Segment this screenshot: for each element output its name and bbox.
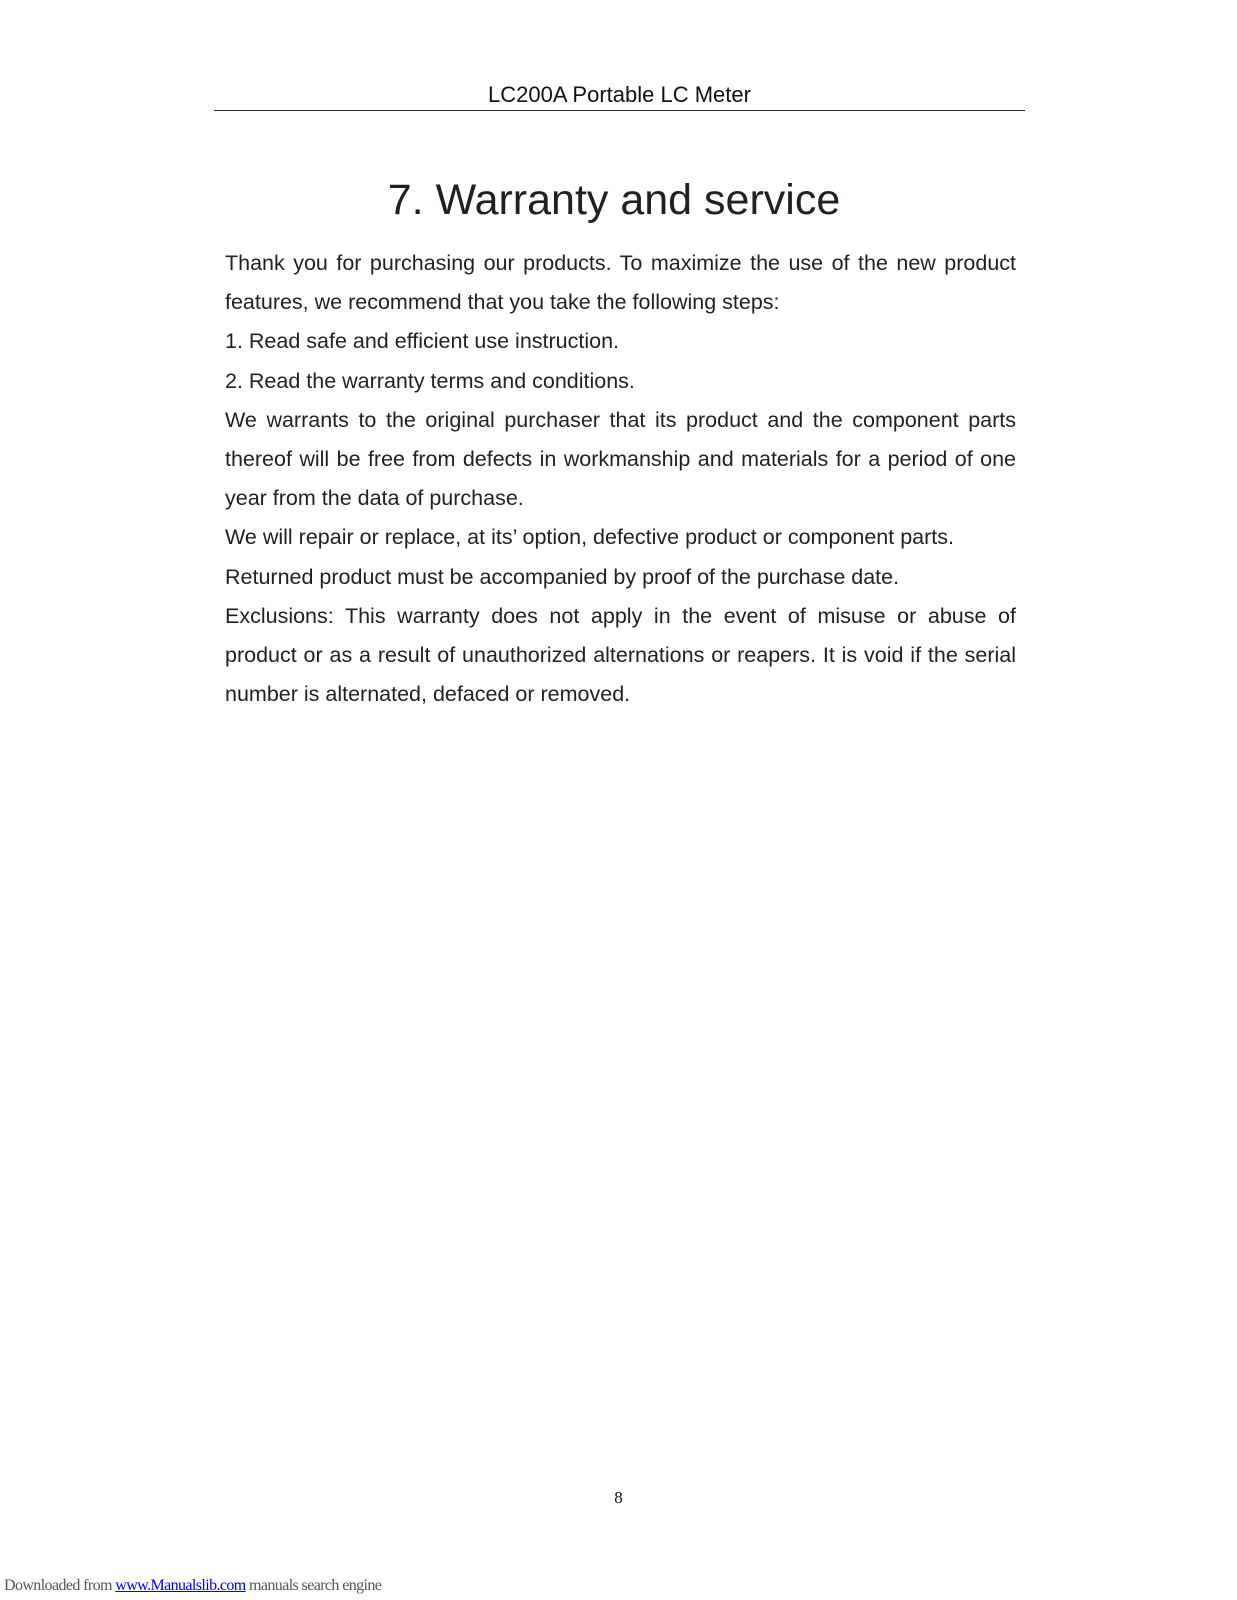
step-1: 1. Read safe and efficient use instruction. [225, 329, 620, 354]
section-body [225, 244, 1016, 714]
manualslib-link[interactable]: www.Manualslib.com [115, 1577, 246, 1594]
exclusions-paragraph: Exclusions: This warranty does not apply in the event of misuse or abuse of product or as a result of unauthorized alternations or reapers. It is void if the serial number is alternated, defaced or removed. [225, 603, 1016, 707]
intro-paragraph: Thank you for purchasing our products. To maximize the use of the new product features, we recommend that you take the following steps: [225, 251, 1016, 315]
download-footer [4, 1576, 381, 1596]
footer-suffix: manuals search engine [245, 1577, 382, 1594]
header-rule [214, 110, 1025, 111]
running-header: LC200A Portable LC Meter [488, 82, 751, 107]
repair-paragraph: We will repair or replace, at its’ option, defective product or component parts. [225, 525, 954, 550]
page-number: 8 [614, 1488, 623, 1507]
footer-prefix: Downloaded from [4, 1577, 116, 1594]
step-2: 2. Read the warranty terms and conditions. [225, 368, 635, 393]
proof-paragraph: Returned product must be accompanied by proof of the purchase date. [225, 564, 900, 589]
warranty-paragraph: We warrants to the original purchaser that its product and the component parts thereof will be free from defects in workmanship and materials for a period of one year from the data of purchase. [225, 407, 1016, 511]
section-title: 7. Warranty and service [387, 176, 841, 224]
